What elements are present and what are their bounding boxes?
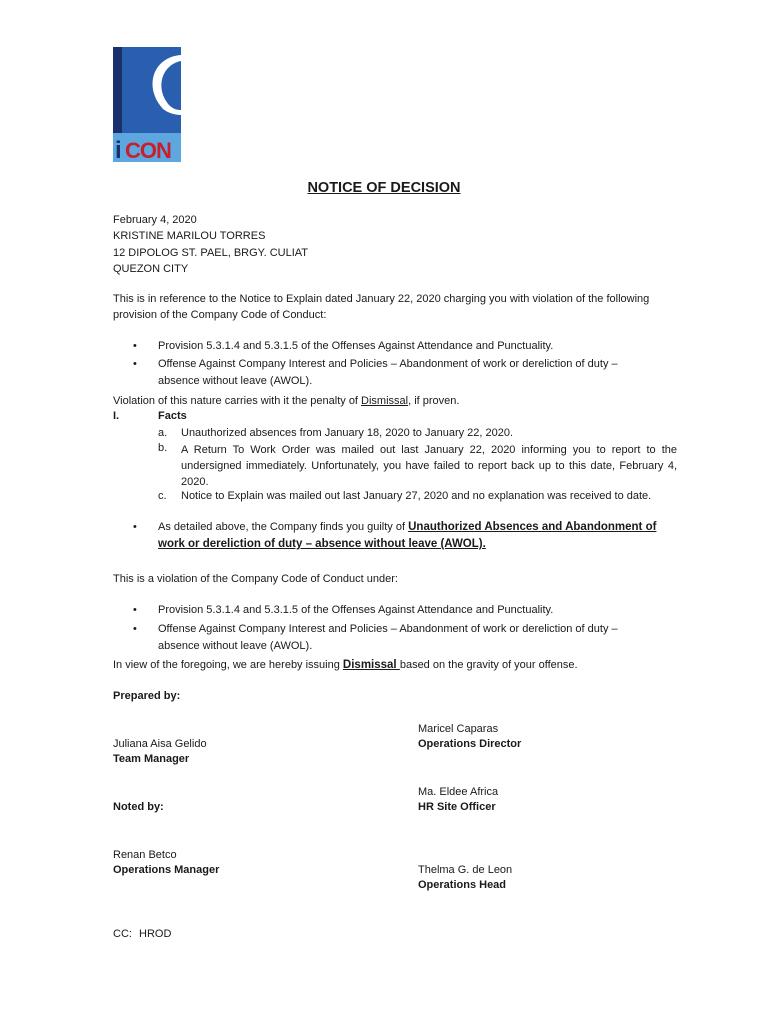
recipient-address-line1: 12 DIPOLOG ST. PAEL, BRGY. CULIAT (113, 247, 309, 259)
signatory-right2-title: HR Site Officer (418, 801, 496, 813)
finding-line1 (158, 521, 656, 533)
bullet-icon: • (133, 340, 137, 352)
violation-statement (113, 395, 459, 407)
letter-date: February 4, 2020 (113, 214, 197, 226)
prepared-by-name: Juliana Aisa Gelido (113, 738, 207, 750)
facts-number: I. (113, 410, 120, 422)
cc-label: CC: (113, 928, 132, 940)
fact-a-marker: a. (158, 427, 168, 439)
decision-statement (113, 659, 578, 671)
finding-prefix: As detailed above, the Company finds you guilty of (158, 521, 409, 533)
signatory-right1-title: Operations Director (418, 738, 522, 750)
violation-suffix: , if proven. (408, 395, 460, 407)
violation-penalty: Dismissal (361, 395, 409, 407)
recipient-address-line2: QUEZON CITY (113, 263, 189, 275)
noted-by-title: Operations Manager (113, 864, 220, 876)
provision-item2-line2: absence without leave (AWOL). (158, 375, 313, 387)
provision2-item2-line1: Offense Against Company Interest and Policies – Abandonment of work or dereliction of duty – (158, 623, 618, 635)
logo-dark-strip (113, 47, 122, 133)
icon-logo (113, 47, 181, 162)
recipient-name: KRISTINE MARILOU TORRES (113, 230, 266, 242)
finding-offense-part2: work or dereliction of duty – absence without leave (AWOL). (158, 538, 486, 550)
facts-heading: Facts (158, 410, 187, 422)
logo-letters-con: CON (125, 138, 171, 162)
fact-a: Unauthorized absences from January 18, 2020 to January 22, 2020. (181, 427, 514, 439)
noted-by-label: Noted by: (113, 801, 164, 813)
bullet-icon: • (133, 521, 137, 533)
bullet-icon: • (133, 604, 137, 616)
cc-value: HROD (139, 928, 172, 940)
provision2-item2-line2: absence without leave (AWOL). (158, 640, 313, 652)
signatory-right2-name: Ma. Eldee Africa (418, 786, 499, 798)
decision-penalty: Dismissal (342, 659, 400, 671)
decision-suffix: based on the gravity of your offense. (399, 659, 578, 671)
provision2-item1: Provision 5.3.1.4 and 5.3.1.5 of the Offenses Against Attendance and Punctuality. (158, 604, 554, 616)
provision-item1: Provision 5.3.1.4 and 5.3.1.5 of the Offenses Against Attendance and Punctuality. (158, 340, 554, 352)
code-statement: This is a violation of the Company Code of Conduct under: (113, 573, 398, 585)
noted-by-name: Renan Betco (113, 849, 177, 861)
logo-letter-i: i (115, 137, 122, 162)
fact-b-marker: b. (158, 442, 168, 454)
bullet-icon: • (133, 623, 137, 635)
document-title: NOTICE OF DECISION (307, 180, 461, 196)
bullet-icon: • (133, 358, 137, 370)
intro-line1: This is in reference to the Notice to Explain dated January 22, 2020 charging you with violation of the following (113, 293, 650, 305)
fact-b: A Return To Work Order was mailed out last January 22, 2020 informing you to report to the undersigned immediately. Unfortunately, you have failed to report back up to this date, February 4, 2020. (181, 444, 677, 488)
signatory-right3-name: Thelma G. de Leon (418, 864, 513, 876)
violation-prefix: Violation of this nature carries with it the penalty of (113, 395, 362, 407)
prepared-by-title: Team Manager (113, 753, 190, 765)
finding-offense-part1: Unauthorized Absences and Abandonment of (408, 521, 657, 533)
signatory-right3-title: Operations Head (418, 879, 507, 891)
signatory-right1-name: Maricel Caparas (418, 723, 499, 735)
prepared-by-label: Prepared by: (113, 690, 181, 702)
fact-c-marker: c. (158, 490, 167, 502)
provision-item2-line1: Offense Against Company Interest and Policies – Abandonment of work or dereliction of duty – (158, 358, 618, 370)
intro-line2: provision of the Company Code of Conduct: (113, 309, 327, 321)
fact-c: Notice to Explain was mailed out last January 27, 2020 and no explanation was received to date. (181, 490, 652, 502)
decision-prefix: In view of the foregoing, we are hereby issuing (113, 659, 343, 671)
